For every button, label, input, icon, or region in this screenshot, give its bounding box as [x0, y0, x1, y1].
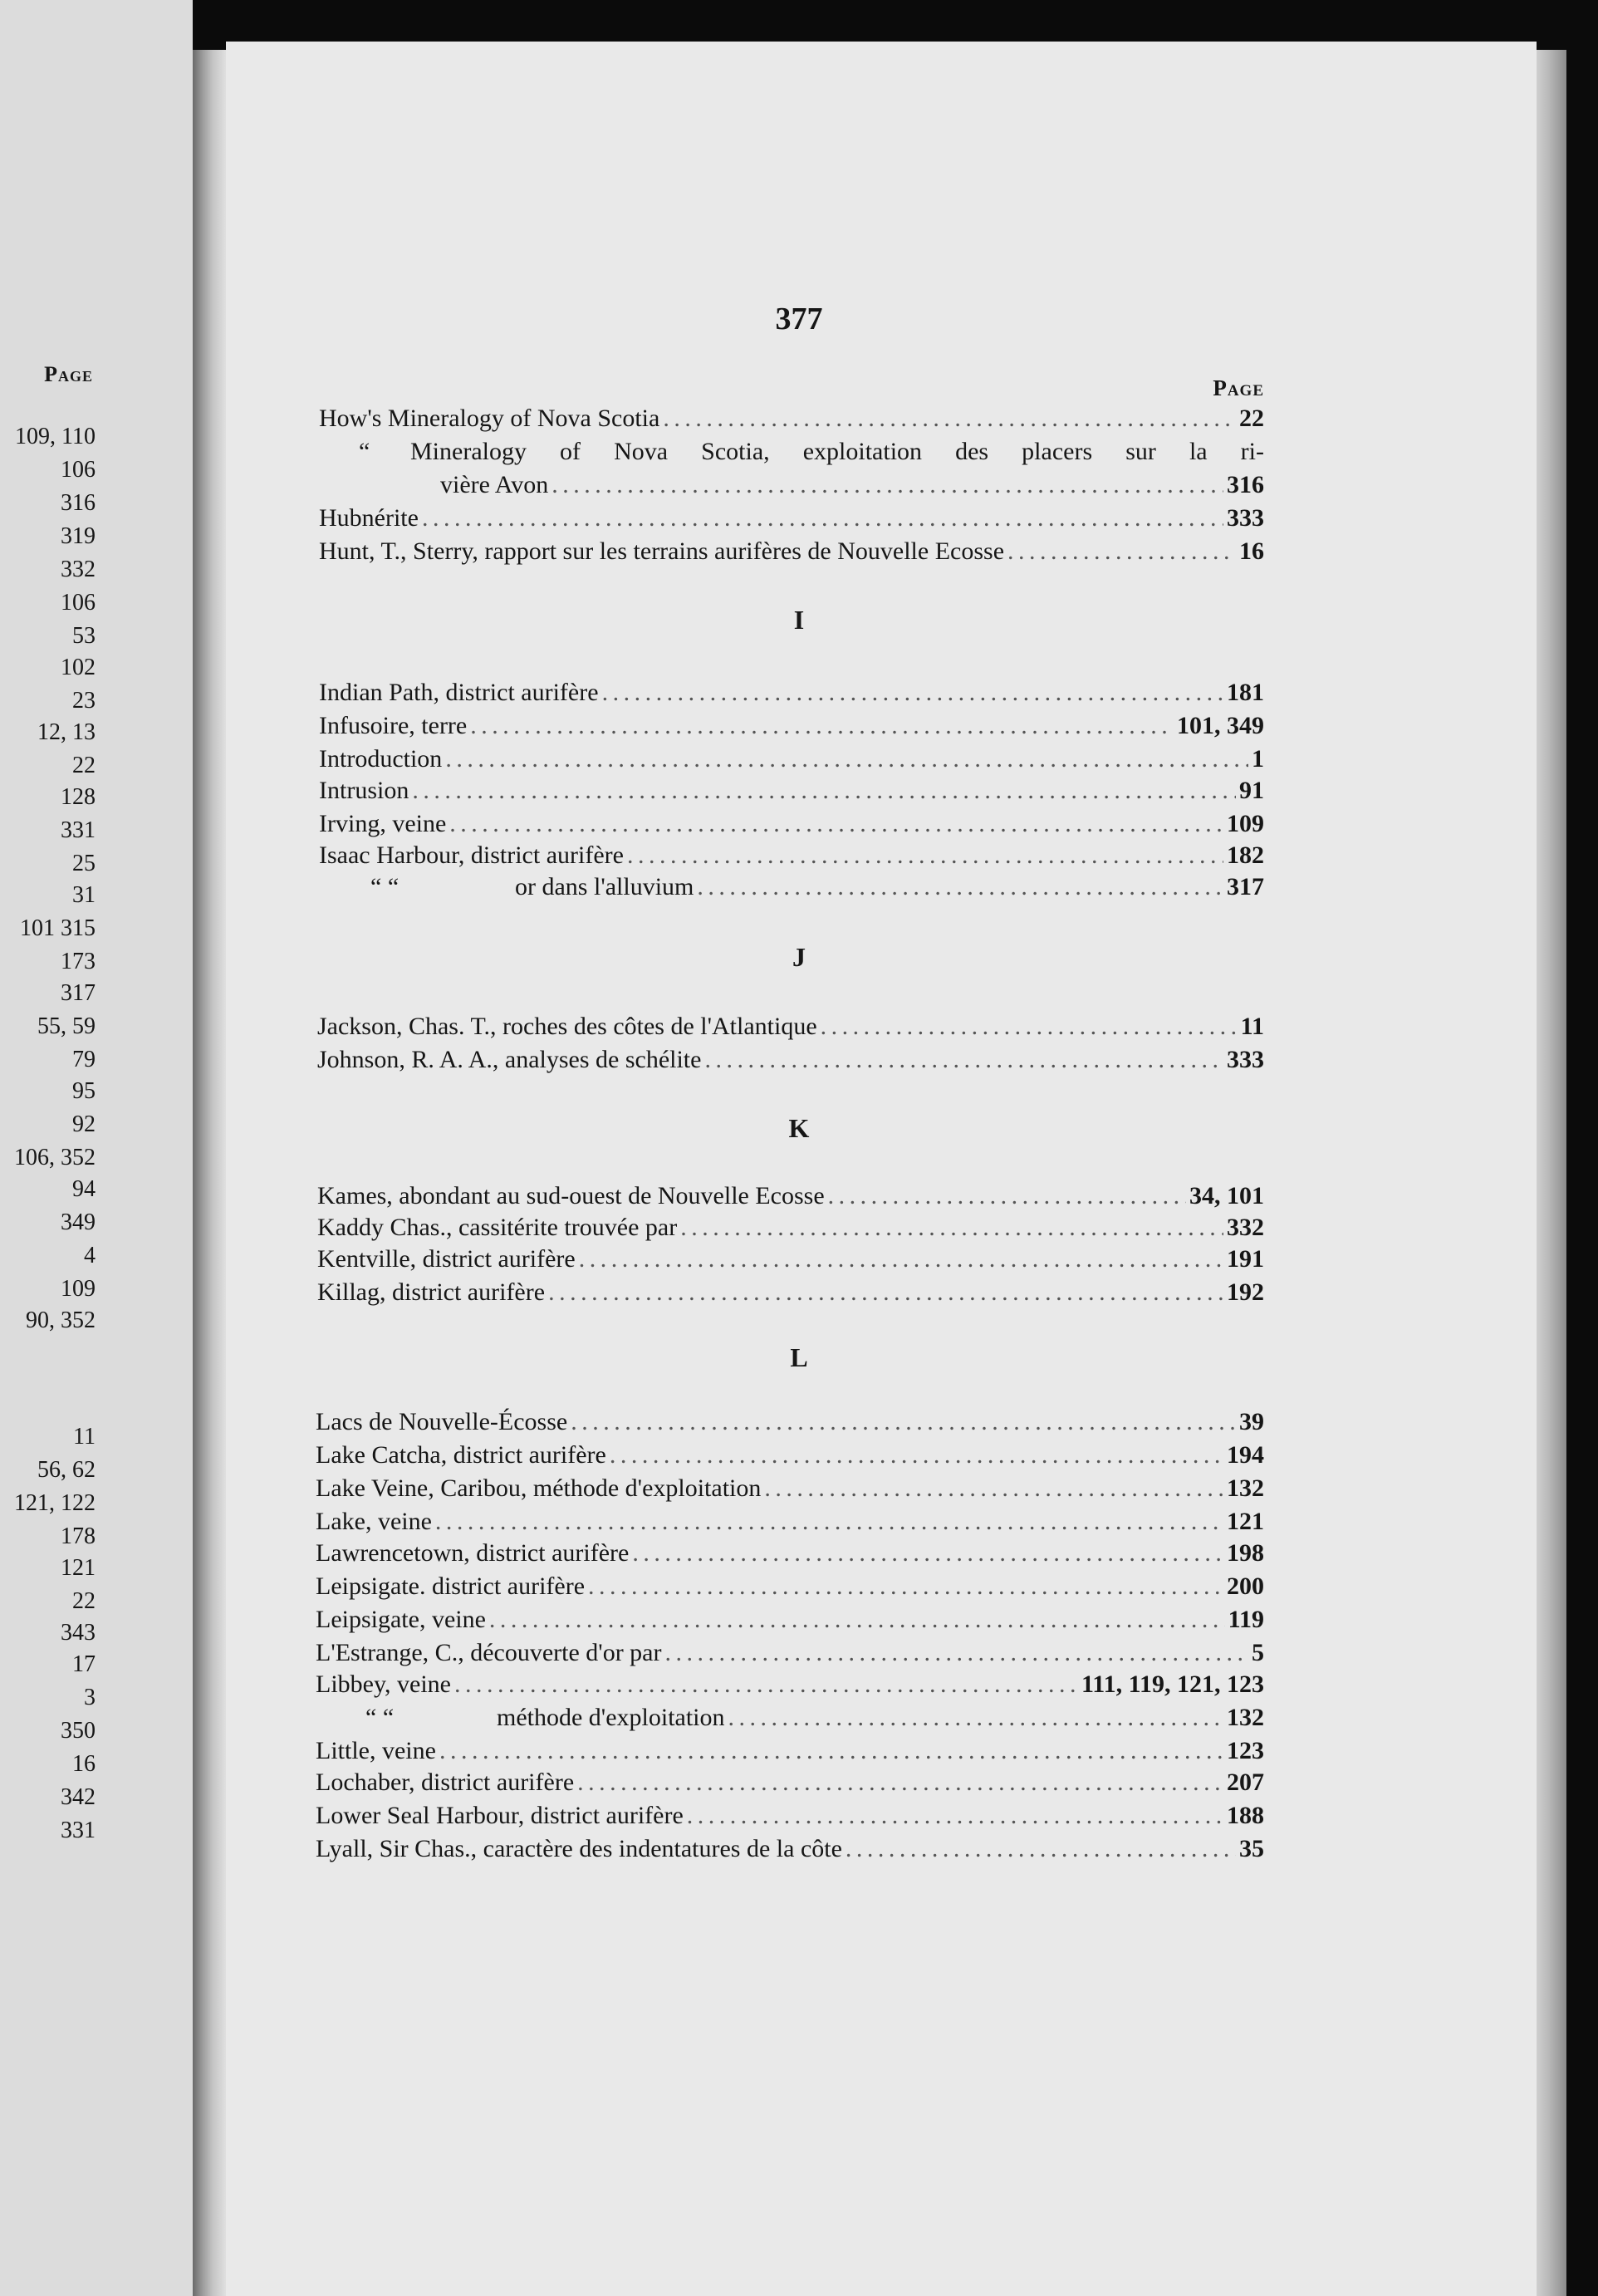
left-page-number: 128 — [61, 784, 96, 810]
entry-pages: 5 — [1252, 1639, 1264, 1666]
leader-dots — [412, 774, 1236, 807]
left-page-number: 316 — [61, 490, 96, 516]
left-page-label: Page — [44, 362, 93, 386]
entry-term: Hunt, T., Sterry, rapport sur les terrains aurifères de Nouvelle Ecosse — [319, 537, 1005, 565]
entry-pages: 333 — [1227, 504, 1264, 532]
leader-dots — [435, 1505, 1223, 1538]
left-page-number: 342 — [61, 1784, 96, 1810]
leader-dots — [627, 839, 1223, 872]
entry-pages: 192 — [1227, 1278, 1264, 1306]
left-page-number: 121 — [61, 1555, 96, 1581]
entry-pages: 188 — [1227, 1802, 1264, 1829]
section-letter: K — [788, 1113, 810, 1143]
entry-term: L'Estrange, C., découverte d'or par — [316, 1639, 662, 1666]
entry-term: Johnson, R. A. A., analyses de schélite — [317, 1046, 702, 1073]
left-page-number: 109 — [61, 1276, 96, 1302]
left-page-number: 350 — [61, 1718, 96, 1744]
index-entry — [316, 1832, 1264, 1866]
leader-dots — [846, 1832, 1236, 1866]
entry-term: Little, veine — [316, 1737, 436, 1764]
entry-pages: 317 — [1227, 873, 1264, 900]
index-entry — [316, 1537, 1264, 1570]
section-letter: L — [790, 1342, 808, 1372]
left-page-number: 94 — [72, 1176, 96, 1202]
index-entry — [440, 469, 1264, 502]
left-page-number: 121, 122 — [14, 1490, 96, 1516]
index-entry — [316, 1766, 1264, 1799]
left-page-number: 173 — [61, 949, 96, 974]
leader-dots — [577, 1766, 1223, 1799]
entry-pages: 91 — [1239, 777, 1264, 804]
index-entry — [319, 774, 1264, 807]
index-entry — [316, 1406, 1264, 1439]
entry-pages: 11 — [1240, 1013, 1264, 1040]
entry-pages: 182 — [1227, 841, 1264, 869]
entry-pages: 332 — [1227, 1214, 1264, 1241]
entry-term: Lake, veine — [316, 1508, 432, 1535]
index-entry — [319, 502, 1264, 535]
section-letter: J — [792, 942, 806, 972]
index-entry — [316, 1570, 1264, 1603]
entry-pages: 316 — [1227, 471, 1264, 498]
index-entry — [319, 676, 1264, 709]
leader-dots — [489, 1603, 1225, 1636]
index-entry — [515, 871, 1264, 904]
leader-dots — [454, 1668, 1078, 1701]
left-page-number: 109, 110 — [15, 424, 96, 449]
entry-pages: 39 — [1239, 1408, 1264, 1435]
index-entry — [319, 402, 1264, 435]
leader-dots — [664, 1636, 1248, 1670]
index-entry — [316, 1603, 1264, 1636]
index-entry — [319, 535, 1264, 568]
leader-dots — [602, 676, 1223, 709]
entry-pages: 191 — [1227, 1245, 1264, 1273]
index-entry — [316, 1734, 1264, 1768]
entry-pages: 198 — [1227, 1539, 1264, 1567]
entry-term: vière Avon — [440, 471, 549, 498]
left-page-number: 22 — [72, 753, 96, 778]
index-entry — [317, 1180, 1264, 1213]
left-page-number: 12, 13 — [37, 719, 96, 745]
entry-term: Jackson, Chas. T., roches des côtes de l'Atlantique — [317, 1013, 817, 1040]
index-entry — [316, 1668, 1264, 1701]
entry-term: How's Mineralogy of Nova Scotia — [319, 405, 660, 432]
entry-term: Irving, veine — [319, 810, 447, 837]
entry-pages: 16 — [1239, 537, 1264, 565]
entry-pages: 109 — [1227, 810, 1264, 837]
left-page-number: 178 — [61, 1523, 96, 1549]
left-page-number: 106, 352 — [14, 1145, 96, 1170]
entry-pages: 34, 101 — [1189, 1182, 1264, 1209]
left-page-number: 332 — [61, 557, 96, 582]
left-page-number: 331 — [61, 1818, 96, 1843]
entry-term: Lyall, Sir Chas., caractère des indentatures de la côte — [316, 1835, 842, 1862]
entry-pages: 123 — [1227, 1737, 1264, 1764]
entry-pages: 207 — [1227, 1769, 1264, 1796]
leader-dots — [422, 502, 1223, 535]
left-page-number: 106 — [61, 590, 96, 616]
entry-term: Introduction — [319, 745, 443, 773]
leader-dots — [821, 1010, 1238, 1043]
left-page-number: 349 — [61, 1209, 96, 1235]
left-facing-page — [0, 0, 193, 2296]
ditto-mark: “ “ — [365, 1704, 395, 1731]
entry-term: Lawrencetown, district aurifère — [316, 1539, 630, 1567]
leader-dots — [663, 402, 1236, 435]
leader-dots — [449, 807, 1223, 841]
entry-term: Lake Catcha, district aurifère — [316, 1441, 606, 1469]
entry-pages: 181 — [1227, 679, 1264, 706]
ditto-mark: “ — [359, 438, 370, 465]
leader-dots — [704, 1043, 1223, 1077]
left-page-number: 16 — [72, 1751, 96, 1777]
left-page-number: 95 — [72, 1078, 96, 1104]
left-page-number: 343 — [61, 1620, 96, 1646]
leader-dots — [687, 1799, 1223, 1832]
index-entry — [316, 1439, 1264, 1472]
index-entry — [316, 1472, 1264, 1505]
index-entry — [319, 839, 1264, 872]
entry-pages: 121 — [1227, 1508, 1264, 1535]
left-page-number: 23 — [72, 688, 96, 714]
leader-dots — [697, 871, 1223, 904]
index-entry — [319, 709, 1264, 743]
page-edge — [1537, 50, 1566, 2296]
entry-pages: 132 — [1227, 1474, 1264, 1502]
entry-pages: 111, 119, 121, 123 — [1081, 1670, 1264, 1698]
entry-term: Intrusion — [319, 777, 409, 804]
entry-pages: 132 — [1227, 1704, 1264, 1731]
left-page-number: 317 — [61, 980, 96, 1006]
entry-term: Isaac Harbour, district aurifère — [319, 841, 624, 869]
entry-pages: 22 — [1239, 405, 1264, 432]
leader-dots — [1007, 535, 1236, 568]
entry-term: Libbey, veine — [316, 1670, 451, 1698]
entry-pages: 101, 349 — [1177, 712, 1264, 739]
leader-dots — [551, 469, 1223, 502]
left-page-number: 4 — [84, 1243, 96, 1268]
entry-term: Killag, district aurifère — [317, 1278, 546, 1306]
left-page-number: 90, 352 — [26, 1307, 96, 1333]
left-page-number: 11 — [73, 1424, 96, 1450]
entry-term: Hubnérite — [319, 504, 419, 532]
left-page-number: 3 — [84, 1685, 96, 1710]
left-page-number: 106 — [61, 457, 96, 483]
leader-dots — [579, 1243, 1223, 1276]
entry-term: Lacs de Nouvelle-Écosse — [316, 1408, 568, 1435]
index-entry — [316, 1799, 1264, 1832]
leader-dots — [680, 1211, 1223, 1244]
binding-gutter — [193, 50, 226, 2296]
left-page-number: 102 — [61, 655, 96, 680]
entry-term: Leipsigate. district aurifère — [316, 1572, 586, 1600]
leader-dots — [470, 709, 1174, 743]
leader-dots — [828, 1180, 1186, 1213]
leader-dots — [588, 1570, 1223, 1603]
left-page-number: 25 — [72, 851, 96, 876]
leader-dots — [548, 1276, 1223, 1309]
entry-term: or dans l'alluvium — [515, 873, 694, 900]
entry-term: Lochaber, district aurifère — [316, 1769, 575, 1796]
leader-dots — [571, 1406, 1236, 1439]
index-entry — [317, 1010, 1264, 1043]
left-page-number: 92 — [72, 1111, 96, 1137]
entry-term: méthode d'exploitation — [497, 1704, 725, 1731]
index-page — [226, 42, 1537, 2296]
entry-pages: 194 — [1227, 1441, 1264, 1469]
left-page-number: 53 — [72, 623, 96, 649]
entry-term: Lower Seal Harbour, district aurifère — [316, 1802, 684, 1829]
index-entry — [317, 1243, 1264, 1276]
entry-term: Indian Path, district aurifère — [319, 679, 599, 706]
entry-pages: 35 — [1239, 1835, 1264, 1862]
entry-term: Kames, abondant au sud-ouest de Nouvelle Ecosse — [317, 1182, 825, 1209]
index-entry — [497, 1701, 1264, 1734]
entry-pages: 1 — [1252, 745, 1264, 773]
entry-pages: 333 — [1227, 1046, 1264, 1073]
entry-term: Kaddy Chas., cassitérite trouvée par — [317, 1214, 678, 1241]
page-column-label: Page — [1213, 375, 1264, 400]
left-page-number: 101 315 — [20, 915, 96, 941]
leader-dots — [728, 1701, 1223, 1734]
left-page-number: 56, 62 — [37, 1457, 96, 1483]
entry-term: Kentville, district aurifère — [317, 1245, 576, 1273]
index-entry — [319, 743, 1264, 776]
left-page-number: 319 — [61, 523, 96, 549]
leader-dots — [439, 1734, 1223, 1768]
left-page-number: 331 — [61, 817, 96, 843]
leader-dots — [610, 1439, 1223, 1472]
index-entry — [317, 1211, 1264, 1244]
entry-pages: 119 — [1228, 1606, 1264, 1633]
entry-term: Lake Veine, Caribou, méthode d'exploitation — [316, 1474, 762, 1502]
index-entry — [317, 1276, 1264, 1309]
index-entry — [316, 1505, 1264, 1538]
left-page-number: 31 — [72, 882, 96, 908]
leader-dots — [632, 1537, 1223, 1570]
index-entry — [316, 1636, 1264, 1670]
left-page-number: 22 — [72, 1588, 96, 1614]
entry-pages: 200 — [1227, 1572, 1264, 1600]
left-page-number: 79 — [72, 1047, 96, 1072]
entry-term: Leipsigate, veine — [316, 1606, 486, 1633]
page-number: 377 — [775, 302, 823, 336]
entry-term: Infusoire, terre — [319, 712, 468, 739]
left-page-number: 17 — [72, 1651, 96, 1677]
index-entry — [319, 807, 1264, 841]
leader-dots — [445, 743, 1248, 776]
index-entry — [317, 1043, 1264, 1077]
left-page-number: 55, 59 — [37, 1013, 96, 1039]
section-letter: I — [793, 605, 805, 635]
leader-dots — [764, 1472, 1223, 1505]
ditto-mark: “ “ — [370, 873, 400, 900]
entry-term-line1: Mineralogy of Nova Scotia, exploitation des placers sur la ri- — [410, 438, 1264, 465]
